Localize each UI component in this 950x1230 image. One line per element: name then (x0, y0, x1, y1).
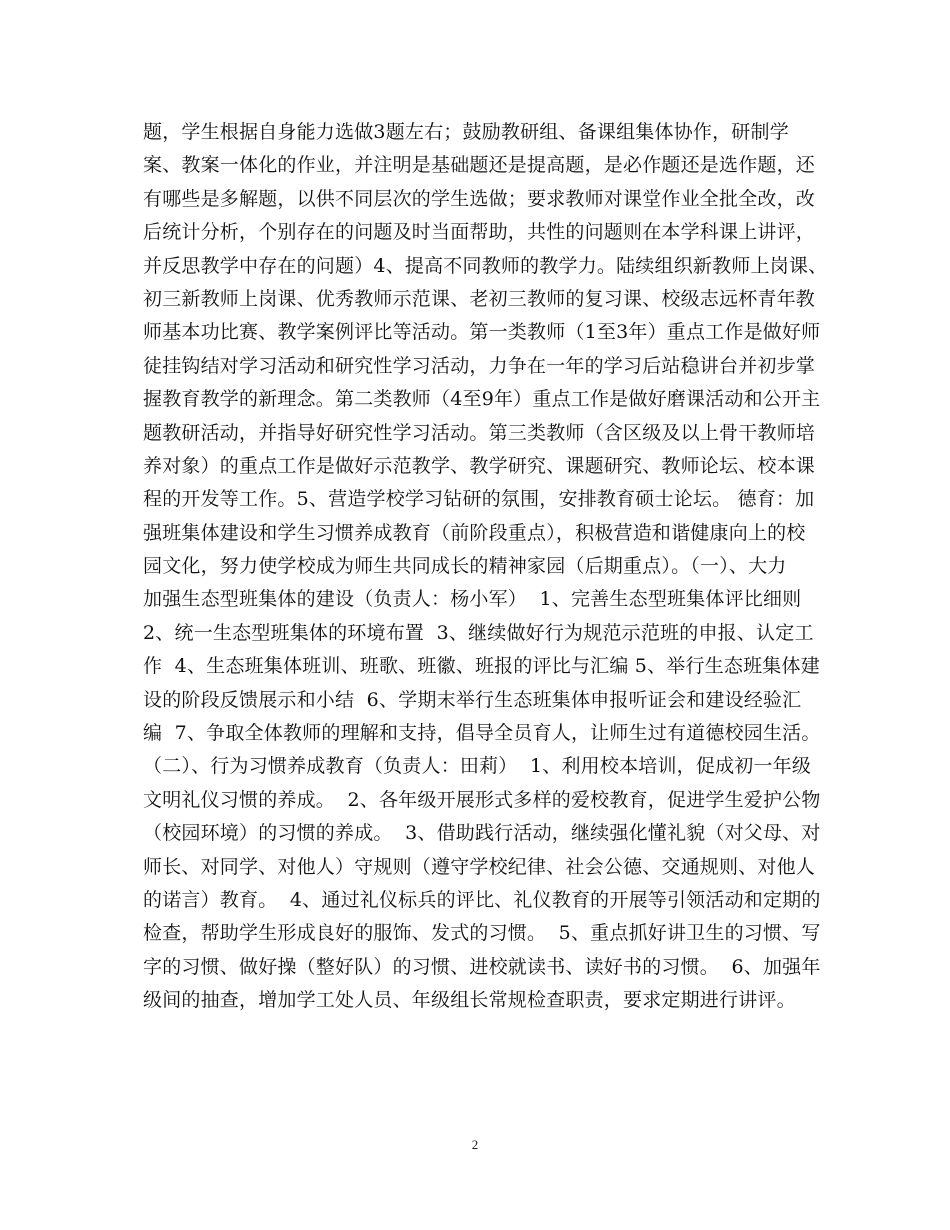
text-line: 园文化，努力使学校成为师生共同成长的精神家园（后期重点）。（一）、大力 (143, 555, 787, 578)
text-line: 并反思教学中存在的问题）4、提高不同教师的教学力。陆续组织新教师上岗课、 (143, 254, 828, 277)
text-line: 检查，帮助学生形成良好的服饰、发式的习惯。 5、重点抓好讲卫生的习惯、写 (143, 922, 821, 945)
text-line: 加强生态型班集体的建设（负责人：杨小军） 1、完善生态型班集体评比细则 (143, 588, 802, 611)
text-line: （校园环境）的习惯的养成。 3、借助践行活动，继续强化懂礼貌（对父母、对 (143, 822, 821, 845)
text-line: 的诺言）教育。 4、通过礼仪标兵的评比、礼仪教育的开展等引领活动和定期的 (143, 888, 821, 911)
text-line: 握教育教学的新理念。第二类教师（4至9年）重点工作是做好磨课活动和公开主 (143, 388, 821, 411)
text-line: 题教研活动，并指导好研究性学习活动。第三类教师（含区级及以上骨干教师培 (143, 421, 816, 444)
text-line: 设的阶段反馈展示和小结 6、学期末举行生态班集体申报听证会和建设经验汇 (143, 688, 802, 711)
text-line: （二）、行为习惯养成教育（负责人：田莉） 1、利用校本培训，促成初一年级 (143, 755, 812, 778)
text-line: 后统计分析，个别存在的问题及时当面帮助，共性的问题则在本学科课上讲评， (143, 221, 816, 244)
text-line: 程的开发等工作。5、营造学校学习钻研的氛围，安排教育硕士论坛。 德育：加 (143, 488, 815, 511)
text-line: 徒挂钩结对学习活动和研究性学习活动，力争在一年的学习后站稳讲台并初步掌 (143, 354, 816, 377)
text-line: 有哪些是多解题，以供不同层次的学生选做；要求教师对课堂作业全批全改，改 (143, 187, 816, 210)
text-line: 养对象）的重点工作是做好示范教学、教学研究、课题研究、教师论坛、校本课 (143, 454, 816, 477)
text-line: 师长、对同学、对他人）守规则（遵守学校纪律、社会公德、交通规则、对他人 (143, 855, 816, 878)
text-line: 字的习惯、做好操（整好队）的习惯、进校就读书、读好书的习惯。 6、加强年 (143, 955, 821, 978)
text-line: 强班集体建设和学生习惯养成教育（前阶段重点），积极营造和谐健康向上的校 (143, 521, 806, 544)
text-line: 2、统一生态型班集体的环境布置 3、继续做好行为规范示范班的申报、认定工 (143, 621, 814, 644)
text-line: 初三新教师上岗课、优秀教师示范课、老初三教师的复习课、校级志远杯青年教 (143, 287, 816, 310)
page-number: 2 (471, 1137, 479, 1152)
text-line: 题，学生根据自身能力选做3题左右；鼓励教研组、备课组集体协作，研制学 (143, 121, 789, 143)
text-line: 师基本功比赛、教学案例评比等活动。第一类教师（1至3年）重点工作是做好师 (143, 321, 821, 344)
text-line: 作 4、生态班集体班训、班歌、班徽、班报的评比与汇编 5、举行生态班集体建 (143, 655, 820, 678)
text-line: 级间的抽查，增加学工处人员、年级组长常规检查职责，要求定期进行讲评。 (143, 989, 796, 1012)
text-line: 文明礼仪习惯的养成。 2、各年级开展形式多样的爱校教育，促进学生爱护公物 (143, 788, 821, 811)
text-line: 案、教案一体化的作业，并注明是基础题还是提高题，是必作题还是选作题，还 (143, 154, 816, 177)
body-text (143, 116, 828, 1018)
text-line: 编 7、争取全体教师的理解和支持，倡导全员育人，让师生过有道德校园生活。 (143, 722, 821, 745)
